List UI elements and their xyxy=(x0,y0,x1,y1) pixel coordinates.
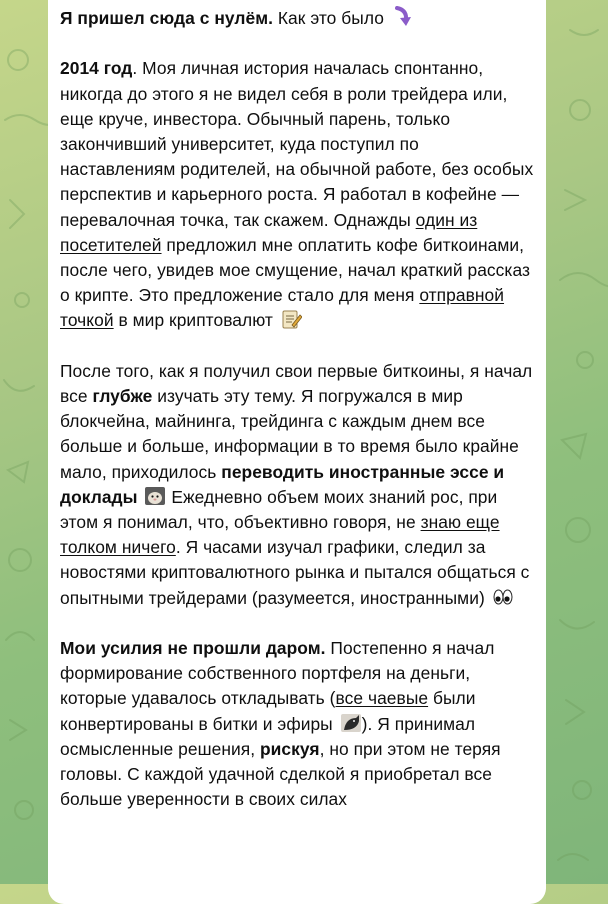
message-paragraph-2014 xyxy=(60,56,534,333)
efforts-text-1: Постепенно я начал формирование собственного портфеля на деньги, которые удавалось откладывать ( xyxy=(60,638,495,709)
cat-icon xyxy=(340,712,362,734)
intro-text: Как это было xyxy=(273,8,384,28)
story-text-2: предложил мне оплатить кофе биткоинами, после чего, увидев мое смущение, начал краткий рассказ о крипте. Это предложение стало для меня xyxy=(60,234,530,306)
learning-text-2: изучать эту тему. Я погружался в мир блокчейна, майнинга, трейдинга с каждым днем все больше и больше, информации в то время было крайне мало, приходилось xyxy=(60,386,519,482)
message-paragraph-learning xyxy=(60,359,534,611)
message-paragraph-intro xyxy=(60,6,534,31)
hamster-icon xyxy=(144,485,166,507)
link-starting-point[interactable]: отправной точкой xyxy=(60,285,505,331)
message-bubble xyxy=(48,0,546,904)
purple-curved-arrow-down-icon xyxy=(391,6,413,28)
link-visitor[interactable]: один из посетителей xyxy=(60,209,478,255)
message-paragraph-efforts xyxy=(60,636,534,812)
efforts-text-2: были конвертированы в битки и эфиры xyxy=(60,688,476,734)
learning-text-4: . Я часами изучал графики, следил за новостями криптовалютного рынка и пытался общаться с опытными трейдерами (разумеется, иностранными) xyxy=(60,537,530,608)
bold-risking: рискуя xyxy=(259,738,320,759)
year-heading: 2014 год xyxy=(60,58,133,79)
story-text-3: в мир криптовалют xyxy=(113,310,273,331)
link-know-nothing[interactable]: знаю еще толком ничего xyxy=(60,512,500,558)
intro-heading: Я пришел сюда с нулём. xyxy=(60,8,273,28)
eyes-icon xyxy=(492,586,514,608)
bold-deeper: глубже xyxy=(92,386,153,407)
bold-efforts-heading: Мои усилия не прошли даром. xyxy=(60,638,326,659)
memo-icon xyxy=(280,308,302,330)
learning-text-3: Ежедневно объем моих знаний рос, при этом я понимал, что, объективно говоря, не xyxy=(60,486,498,533)
learning-text-1: После того, как я получил свои первые биткоины, я начал все xyxy=(60,360,533,407)
efforts-text-3: ). Я принимал осмысленные решения, xyxy=(60,713,476,759)
story-text-1: . Моя личная история началась спонтанно, никогда до этого я не видел себя в роли трейдера или, еще круче, инвестора. Обычный парень, только закончивший университет, куда поступил по наставлениям родителей, на обычной работе, без особых перспектив и карьерного роста. Я работал в кофейне — перевалочная точка, так скажем. Однажды xyxy=(60,58,534,230)
link-all-tips[interactable]: все чаевые xyxy=(335,688,429,709)
bold-translate-essays: переводить иностранные эссе и доклады xyxy=(60,461,505,507)
efforts-text-4: , но при этом не теряя головы. С каждой удачной сделкой я приобретал все больше уверенности в своих силах xyxy=(60,738,501,810)
